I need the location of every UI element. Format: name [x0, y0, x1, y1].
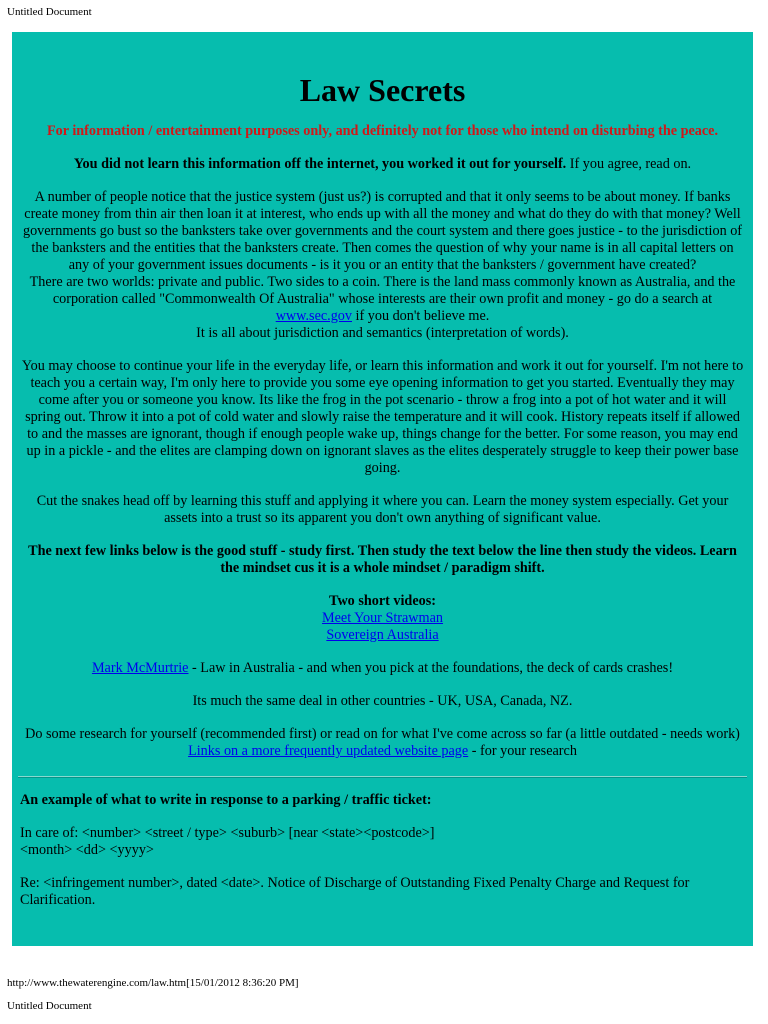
intro-bold-text: You did not learn this information off the internet, you worked it out for yourself. [73, 156, 567, 172]
two-worlds-text: There are two worlds: private and public. Two sides to a coin. There is the land mass commonly known as Australia, and the corporation called "Commonwealth Of Australia" whose interests are their own profit and money - go do a search at [29, 274, 736, 307]
care-of-date: <month> <dd> <yyyy> [20, 842, 154, 858]
disclaimer-text: For information / entertainment purposes only, and definitely not for those who intend on disturbing the peace. [46, 123, 719, 139]
sec-gov-link[interactable]: www.sec.gov [275, 308, 352, 324]
paragraph-study-first: The next few links below is the good stuff - study first. Then study the text below the line then study the videos. Learn the mindset cus it is a whole mindset / paradigm shift. [28, 543, 737, 576]
mcmurtrie-paragraph [20, 660, 745, 677]
footer-document-title: Untitled Document [7, 1000, 92, 1012]
paragraph-banksters: A number of people notice that the justice system (just us?) is corrupted and that it only seems to be about money. If banks create money from thin air then loan it at interest, who ends up with all the money and what do they do with that money? Well governments go bust so the banksters take over governments and the court system and there goes justice - to the jurisdiction of the banksters and the entities that the banksters create. Then comes the question of why your name is in all capital letters on any of your government issues documents - is it you or an entity that the banksters / government have created? [22, 189, 743, 273]
intro-rest-text: If you agree, read on. [566, 156, 692, 172]
content-panel [12, 32, 753, 946]
paragraph-frog-pot: You may choose to continue your life in the everyday life, or learn this information and work it out for yourself. I'm not here to teach you a certain way, I'm only here to provide you some eye opening information to get you started. Eventually they may come after you or someone you know. Its like the frog in the pot scenario - throw a frog into a pot of hot water and it will spring out. Throw it into a pot of cold water and slowly raise the temperature and it will cook. History repeats itself if allowed to and the masses are ignorant, though if enough people wake up, things change for the better. For some reason, you may end up in a pickle - and the elites are clamping down on ignorant slaves as the elites desperately struggle to keep their power base going. [21, 358, 744, 476]
care-of-paragraph [20, 825, 745, 859]
mcmurtrie-text: - Law in Australia - and when you pick at the foundations, the deck of cards crashes! [188, 660, 674, 676]
page-title: Law Secrets [299, 72, 466, 108]
links-page-link[interactable]: Links on a more frequently updated website page [188, 743, 469, 759]
two-worlds-text-end: if you don't believe me. [352, 308, 490, 324]
paragraph-snakes-head: Cut the snakes head off by learning this stuff and applying it where you can. Learn the money system especially. Get your assets into a trust so its apparent you don't own anything of significant value. [36, 493, 729, 526]
paragraph-two-worlds [20, 274, 745, 325]
research-text: Do some research for yourself (recommended first) or read on for what I've come across so far (a little outdated - needs work) [25, 726, 740, 742]
links-page-text: - for your research [468, 743, 577, 759]
sovereign-australia-link[interactable]: Sovereign Australia [326, 627, 439, 643]
paragraph-jurisdiction: It is all about jurisdiction and semantics (interpretation of words). [196, 325, 569, 341]
research-paragraph [20, 726, 745, 760]
re-line-paragraph: Re: <infringement number>, dated <date>. Notice of Discharge of Outstanding Fixed Penalty Charge and Request for Clarification. [20, 875, 690, 908]
example-heading: An example of what to write in response to a parking / traffic ticket: [20, 792, 432, 808]
intro-paragraph [20, 156, 745, 173]
other-countries-text: Its much the same deal in other countries - UK, USA, Canada, NZ. [192, 693, 573, 709]
mark-mcmurtrie-link[interactable]: Mark McMurtrie [91, 660, 189, 676]
videos-heading: Two short videos: [329, 593, 436, 609]
document-header-title: Untitled Document [7, 6, 92, 18]
meet-your-strawman-link[interactable]: Meet Your Strawman [322, 610, 443, 626]
horizontal-divider [18, 776, 747, 778]
care-of-address: In care of: <number> <street / type> <suburb> [near <state><postcode>] [20, 825, 435, 841]
videos-section [20, 593, 745, 644]
footer-url: http://www.thewaterengine.com/law.htm[15/01/2012 8:36:20 PM] [7, 977, 299, 989]
